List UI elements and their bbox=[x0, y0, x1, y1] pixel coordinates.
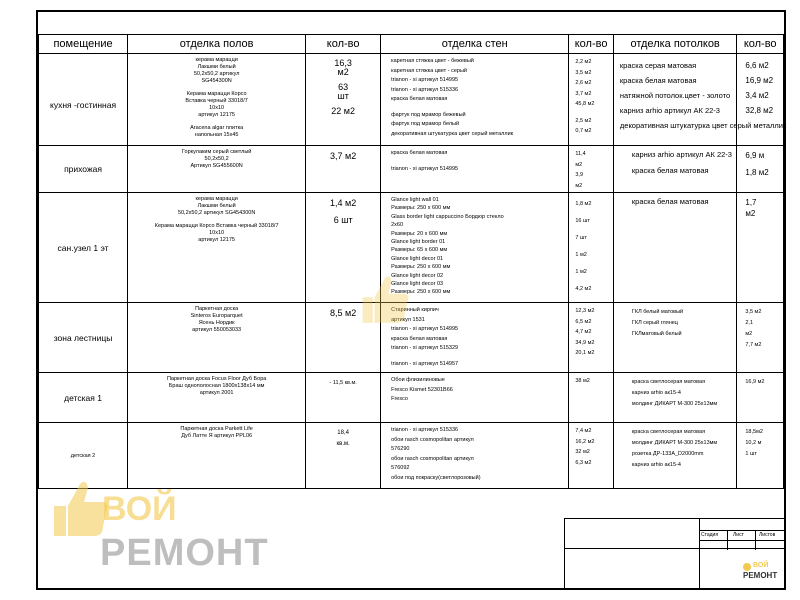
floor-finish bbox=[128, 146, 306, 193]
wall-finish-line: 576290 bbox=[391, 446, 410, 452]
floor-finish-line: керама марацци bbox=[195, 57, 238, 63]
ceiling-finish-line: карниз arhio ак15-4 bbox=[631, 462, 681, 468]
wall-finish-line: 2х60 bbox=[391, 222, 404, 229]
floor-finish-line: Лакшми белый bbox=[197, 64, 236, 70]
wall-finish-line: Glass border light cappuccino Бордюр стекло bbox=[391, 213, 504, 220]
wall-finish-line: 576092 bbox=[391, 465, 410, 471]
ceiling-finish-line: краска светлосерая матовая bbox=[631, 429, 706, 435]
ceiling-qty bbox=[737, 373, 784, 423]
wall-finish-line: Размеры: 250 х 600 мм bbox=[391, 289, 451, 296]
ceiling-finish-line: краска белая матовая bbox=[631, 166, 709, 175]
wall-qty-line: 45,8 м2 bbox=[575, 101, 595, 107]
table-row bbox=[39, 373, 784, 423]
header-qty-walls: кол-во bbox=[569, 35, 614, 54]
wall-finish-line: Старинный кирпич bbox=[391, 307, 439, 313]
floor-qty-line: шт bbox=[337, 91, 349, 101]
ceiling-qty-line: м2 bbox=[745, 209, 756, 218]
floor-finish-line: Ясень Нордик bbox=[198, 320, 235, 326]
wall-finish bbox=[381, 373, 569, 423]
ceiling-qty-line: 3,5 м2 bbox=[745, 309, 762, 315]
ceiling-finish-line: натяжной потолок.цвет - золото bbox=[619, 91, 731, 100]
ceiling-finish-line: ГКЛ белый матовый bbox=[631, 309, 684, 315]
wall-finish-line: краска белая матовая bbox=[391, 335, 448, 342]
wall-qty-line: 4,7 м2 bbox=[575, 329, 592, 335]
wall-qty-line: 3,5 м2 bbox=[575, 69, 592, 76]
wall-finish-line: Размеры: 65 х 600 мм bbox=[391, 247, 448, 254]
floor-finish-line: Aracena algar плитка bbox=[190, 125, 244, 131]
floor-finish-line: 50,2х50,2 bbox=[204, 156, 229, 162]
wall-finish-line: обои rasch cosmopolitan артикул bbox=[391, 455, 474, 462]
floor-finish-line: Лакшми белый bbox=[197, 203, 236, 209]
wall-finish-line: trianon - xi артикул 515329 bbox=[391, 345, 459, 351]
wall-qty-line: 3,9 bbox=[575, 172, 584, 178]
header-room: помещение bbox=[39, 35, 128, 54]
floor-qty-line: кв.м. bbox=[336, 441, 350, 447]
ceiling-qty-line: 1 шт bbox=[745, 451, 757, 457]
wall-finish-line: trianon - xi артикул 514995 bbox=[391, 326, 459, 332]
floor-finish-line: артикул 12175 bbox=[198, 237, 235, 243]
watermark-logo-mark: ВОЙ bbox=[102, 490, 177, 528]
wall-finish bbox=[381, 146, 569, 193]
ceiling-qty bbox=[737, 423, 784, 489]
ceiling-finish-line: молдинг ДИКАРТ М-300 25х13мм bbox=[631, 440, 718, 446]
ceiling-qty-line: 6,9 м bbox=[745, 151, 765, 160]
wall-qty-line: 32 м2 bbox=[575, 449, 590, 455]
wall-finish-line: обои под покраску(светлорозовый) bbox=[391, 474, 481, 481]
floor-finish-line: Горкулаким серый светлый bbox=[181, 149, 252, 155]
wall-qty-line: 20,1 м2 bbox=[575, 350, 595, 356]
floor-qty bbox=[306, 423, 381, 489]
ceiling-qty bbox=[737, 54, 784, 146]
floor-qty-line: 6 шт bbox=[333, 215, 353, 225]
titleblock-sheet: Лист bbox=[733, 532, 744, 538]
wall-finish-line: фартук под мрамор белый bbox=[391, 121, 460, 127]
ceiling-finish-line: карниз arhio ак15-4 bbox=[631, 390, 681, 396]
ceiling-finish-line: розетка ДР-133А_D2000mm bbox=[631, 451, 704, 457]
wall-qty-line: м2 bbox=[575, 161, 583, 168]
header-qty-floor: кол-во bbox=[306, 35, 381, 54]
wall-qty-line: 4,2 м2 bbox=[575, 286, 592, 292]
floor-finish-line: 10х10 bbox=[209, 230, 225, 236]
watermark-logo-word: РЕМОНТ bbox=[100, 532, 269, 574]
table-row bbox=[39, 54, 784, 146]
floor-qty-line: 8,5 м2 bbox=[330, 308, 357, 318]
wall-qty-line: 2,6 м2 bbox=[575, 80, 592, 86]
ceiling-finish-line: ГКЛматовый белый bbox=[631, 331, 682, 337]
header-qty-ceiling: кол-во bbox=[737, 35, 784, 54]
room-name: кухня -гостинная bbox=[39, 54, 128, 146]
wall-qty-line: 34,9 м2 bbox=[575, 339, 595, 346]
finishing-schedule-table bbox=[38, 34, 787, 489]
titleblock-logo bbox=[741, 561, 785, 587]
wall-finish-line: Glance light decor 03 bbox=[391, 281, 444, 288]
watermark-logo bbox=[44, 472, 304, 582]
wall-finish-line: Glance light decor 01 bbox=[391, 255, 444, 262]
watermark-center bbox=[354, 268, 414, 328]
wall-qty bbox=[569, 193, 614, 303]
floor-qty-line: 3,7 м2 bbox=[330, 151, 357, 161]
ceiling-qty bbox=[737, 303, 784, 373]
floor-qty-line: м2 bbox=[337, 67, 349, 77]
ceiling-qty-line: м2 bbox=[745, 331, 753, 337]
header-walls: отделка стен bbox=[381, 35, 569, 54]
wall-finish-line: артикул 1531 bbox=[391, 316, 425, 323]
floor-finish-line: напольная 15х45 bbox=[194, 132, 239, 138]
ceiling-qty-line: 16,9 м2 bbox=[745, 379, 765, 385]
title-block bbox=[564, 518, 785, 589]
room-name: детская 1 bbox=[39, 373, 128, 423]
floor-finish-line: Паркетная доска Parkett Life bbox=[180, 426, 253, 432]
wall-qty-line: 1 м2 bbox=[575, 252, 587, 258]
floor-qty-line: 16,3 bbox=[334, 58, 352, 68]
titleblock-logo-mark: ВОЙ bbox=[753, 562, 769, 569]
floor-finish-line: артикул 2001 bbox=[199, 390, 234, 396]
ceiling-qty bbox=[737, 193, 784, 303]
wall-qty-line: 6,3 м2 bbox=[575, 459, 592, 466]
wall-qty-line: 11,4 bbox=[575, 151, 586, 157]
wall-finish-line: обои rasch cosmopolitan артикул bbox=[391, 436, 474, 443]
floor-qty-line: 1,4 м2 bbox=[330, 198, 357, 208]
floor-qty bbox=[306, 373, 381, 423]
wall-finish-line: trianon - xi артикул 514995 bbox=[391, 77, 459, 83]
wall-qty bbox=[569, 54, 614, 146]
wall-finish-line: trianon - xi артикул 515336 bbox=[391, 427, 459, 433]
floor-finish bbox=[128, 54, 306, 146]
wall-qty-line bbox=[575, 137, 611, 143]
wall-finish-line: декоративная штукатурка цвет серый металлик bbox=[391, 130, 514, 137]
ceiling-finish bbox=[613, 146, 736, 193]
ceiling-finish-line: ГКЛ серый глянец bbox=[631, 320, 678, 326]
wall-qty bbox=[569, 303, 614, 373]
thumbs-up-icon bbox=[354, 268, 414, 328]
floor-finish bbox=[128, 303, 306, 373]
wall-qty bbox=[569, 373, 614, 423]
wall-qty-line: 2,2 м2 bbox=[575, 59, 592, 65]
floor-qty-line: 22 м2 bbox=[331, 106, 355, 116]
wall-qty-line: 16 шт bbox=[575, 218, 590, 224]
floor-qty-line: 18,4 bbox=[337, 430, 349, 436]
ceiling-qty-line: 2,1 bbox=[745, 320, 754, 326]
wall-qty-line: 2,5 м2 bbox=[575, 117, 592, 124]
wall-qty-line: 1 м2 bbox=[575, 269, 587, 275]
ceiling-finish-line: краска серая матовая bbox=[619, 61, 697, 70]
wall-finish-line: Fresco Kismet 52301B66 bbox=[391, 386, 453, 393]
wall-finish bbox=[381, 54, 569, 146]
floor-finish-line: Паркетная доска bbox=[195, 306, 239, 312]
floor-finish-line: Дуб Латте Я артикул PPL06 bbox=[181, 433, 253, 439]
wall-finish-line: trianon - xi артикул 514957 bbox=[391, 360, 459, 367]
wall-finish-line: каретная стяжка цвет - серый bbox=[391, 67, 467, 74]
wall-finish bbox=[381, 423, 569, 489]
ceiling-finish-line: карниз arhio артикул АК 22-3 bbox=[631, 150, 732, 159]
wall-qty-line: 7 шт bbox=[575, 235, 587, 241]
ceiling-finish-line: краска белая матовая bbox=[619, 76, 697, 85]
ceiling-finish-line: молдинг ДИКАРТ М-300 25х13мм bbox=[631, 401, 718, 407]
wall-finish-line: trianon - xi артикул 514995 bbox=[391, 165, 459, 172]
wall-qty-line: 16,2 м2 bbox=[575, 438, 595, 445]
wall-qty-line: 6,5 м2 bbox=[575, 318, 592, 325]
ceiling-qty-line: 18,5м2 bbox=[745, 429, 763, 435]
floor-finish-line: 50,2х50,2 артикул SG454300N bbox=[177, 210, 256, 216]
ceiling-finish-line: карниз arhio артикул АК 22-3 bbox=[619, 106, 720, 115]
wall-qty bbox=[569, 146, 614, 193]
room-name: прихожая bbox=[39, 146, 128, 193]
titleblock-sheets: Листов bbox=[759, 532, 776, 538]
wall-finish-line: Fresco bbox=[391, 396, 408, 402]
wall-qty bbox=[569, 423, 614, 489]
floor-finish-line: 10х10 bbox=[209, 105, 225, 111]
titleblock-logo-word: РЕМОНТ bbox=[743, 571, 778, 580]
floor-qty bbox=[306, 146, 381, 193]
room-name: детская 2 bbox=[39, 423, 128, 489]
floor-finish-line: артикул 550053033 bbox=[192, 327, 242, 333]
room-name: зона лестницы bbox=[39, 303, 128, 373]
floor-qty bbox=[306, 54, 381, 146]
table-header-row bbox=[39, 35, 784, 54]
ceiling-qty-line: 32,8 м2 bbox=[745, 106, 774, 115]
ceiling-finish bbox=[613, 373, 736, 423]
ceiling-qty-line: 16,9 м2 bbox=[745, 76, 774, 85]
ceiling-finish-line: краска белая матовая bbox=[631, 197, 709, 206]
floor-finish-line: Браш однополосная 1800х138х14 мм bbox=[168, 383, 265, 389]
ceiling-finish bbox=[613, 303, 736, 373]
drawing-sheet bbox=[36, 10, 786, 590]
table-row bbox=[39, 146, 784, 193]
wall-finish-line: краска белая матовая bbox=[391, 150, 448, 156]
wall-finish-line: Glance light wall 01 bbox=[391, 197, 439, 203]
wall-finish-line: Размеры: 250 х 600 мм bbox=[391, 205, 451, 212]
floor-qty-line: - 11,5 кв.м. bbox=[329, 380, 357, 386]
wall-qty-line: 7,4 м2 bbox=[575, 428, 592, 434]
wall-qty-line: 12,3 м2 bbox=[575, 308, 595, 314]
ceiling-qty bbox=[737, 146, 784, 193]
ceiling-finish-line: краска светлосерая матовая bbox=[631, 379, 706, 385]
floor-finish-line: Паркетная доска Focus Floor Дуб Бора bbox=[166, 376, 267, 382]
wall-finish-line: краска белая матовая bbox=[391, 96, 448, 102]
floor-finish-line: 50,2х50,2 артикул bbox=[193, 71, 240, 77]
floor-finish bbox=[128, 193, 306, 303]
floor-finish-line: SG454300N bbox=[201, 78, 232, 84]
floor-finish bbox=[128, 373, 306, 423]
floor-qty-line: 63 bbox=[338, 82, 349, 92]
floor-finish-line: Керама марацци Корсо bbox=[186, 91, 247, 97]
floor-finish-line: Керама марацци Корсо Вставка черный 33018/7 bbox=[154, 223, 279, 229]
titleblock-stage: Стадия bbox=[701, 532, 719, 538]
wall-finish-line: Обои флизилиновые bbox=[391, 377, 445, 383]
wall-finish-line: Размеры: 250 х 600 мм bbox=[391, 264, 451, 271]
ceiling-finish bbox=[613, 423, 736, 489]
room-name: сан.узел 1 эт bbox=[39, 193, 128, 303]
ceiling-qty-line: 10,2 м bbox=[745, 440, 762, 446]
wall-qty-line: м2 bbox=[575, 182, 583, 189]
floor-finish-line: Sinteros Europarquet bbox=[190, 313, 243, 319]
ceiling-qty-line: 7,7 м2 bbox=[745, 342, 762, 348]
header-floor: отделка полов bbox=[128, 35, 306, 54]
ceiling-finish bbox=[613, 193, 736, 303]
floor-finish-line: артикул 12175 bbox=[198, 112, 235, 118]
floor-finish-line: Вставка черный 33018/7 bbox=[185, 98, 248, 104]
wall-qty-line: 1,8 м2 bbox=[575, 201, 592, 207]
floor-finish-line: керама марацци bbox=[195, 196, 238, 202]
ceiling-qty-line: 3,4 м2 bbox=[745, 91, 769, 100]
floor-finish-line: Артикул SG455600N bbox=[190, 163, 243, 169]
wall-qty-line: 38 м2 bbox=[575, 378, 590, 384]
wall-finish-line: Размеры: 20 х 600 мм bbox=[391, 230, 448, 237]
ceiling-qty-line: 1,7 bbox=[745, 198, 757, 207]
wall-qty-line: 0,7 м2 bbox=[575, 128, 592, 134]
ceiling-finish-line: декоративная штукатурка цвет серый металлик bbox=[619, 121, 787, 130]
wall-finish-line: Glance light decor 02 bbox=[391, 272, 444, 279]
ceiling-qty-line: 6,6 м2 bbox=[745, 61, 769, 70]
header-ceiling: отделка потолков bbox=[613, 35, 736, 54]
wall-finish-line: каретная стяжка цвет - бежевый bbox=[391, 58, 474, 64]
ceiling-qty-line: 1,8 м2 bbox=[745, 168, 769, 177]
wall-finish-line: фартук под мрамор бежевый bbox=[391, 111, 466, 118]
wall-qty-line: 3,7 м2 bbox=[575, 90, 592, 97]
wall-finish-line: trianon - xi артикул 515336 bbox=[391, 86, 459, 93]
wall-finish-line: Glance light border 01 bbox=[391, 239, 446, 246]
